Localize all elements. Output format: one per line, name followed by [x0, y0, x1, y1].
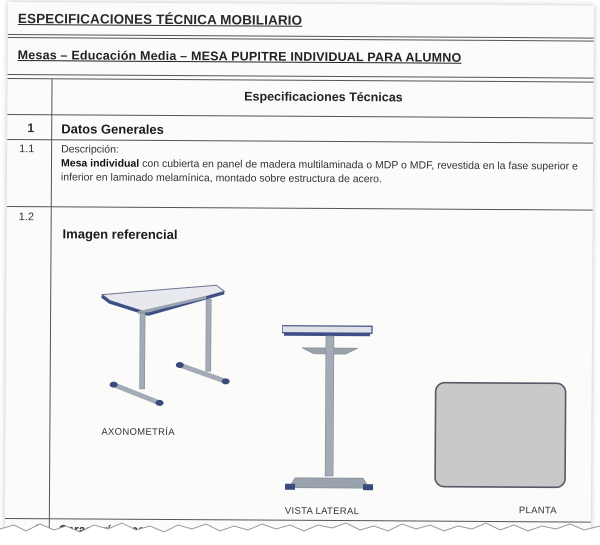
description-body: con cubierta en panel de madera multilaminada o MDP o MDF, revestida en la fase superior e inferior en laminado melamínica, montado sobre estructura de acero. [60, 157, 578, 186]
image-caption: PLANTA [518, 505, 557, 517]
item-number: 1.1 [19, 143, 35, 156]
section-number: 1 [27, 121, 35, 136]
image-caption: AXONOMETRÍA [101, 426, 175, 439]
description-bold-lead: Mesa individual [60, 157, 140, 170]
image-caption: VISTA LATERAL [284, 505, 360, 518]
table-row-border [7, 206, 593, 211]
item-number: 1.2 [18, 211, 35, 224]
desk-top-plan-drawing [433, 381, 570, 492]
description-text [61, 156, 589, 187]
image-section-title: Imagen referencial [62, 226, 178, 243]
desk-side-view-drawing [281, 322, 378, 493]
table-header: Especificaciones Técnicas [244, 89, 403, 105]
table-row-border [7, 114, 593, 119]
table-column-rule [49, 79, 53, 539]
divider [8, 78, 594, 83]
document-page [5, 2, 594, 542]
document-title: ESPECIFICACIONES TÉCNICA MOBILIARIO [17, 11, 303, 28]
description-label: Descripción: [61, 143, 119, 156]
desk-axonometric-drawing [97, 275, 238, 416]
document-subtitle: Mesas – Educación Media – MESA PUPITRE INDIVIDUAL PARA ALUMNO [17, 48, 462, 65]
torn-edge [0, 505, 600, 545]
section-title: Datos Generales [61, 121, 164, 137]
